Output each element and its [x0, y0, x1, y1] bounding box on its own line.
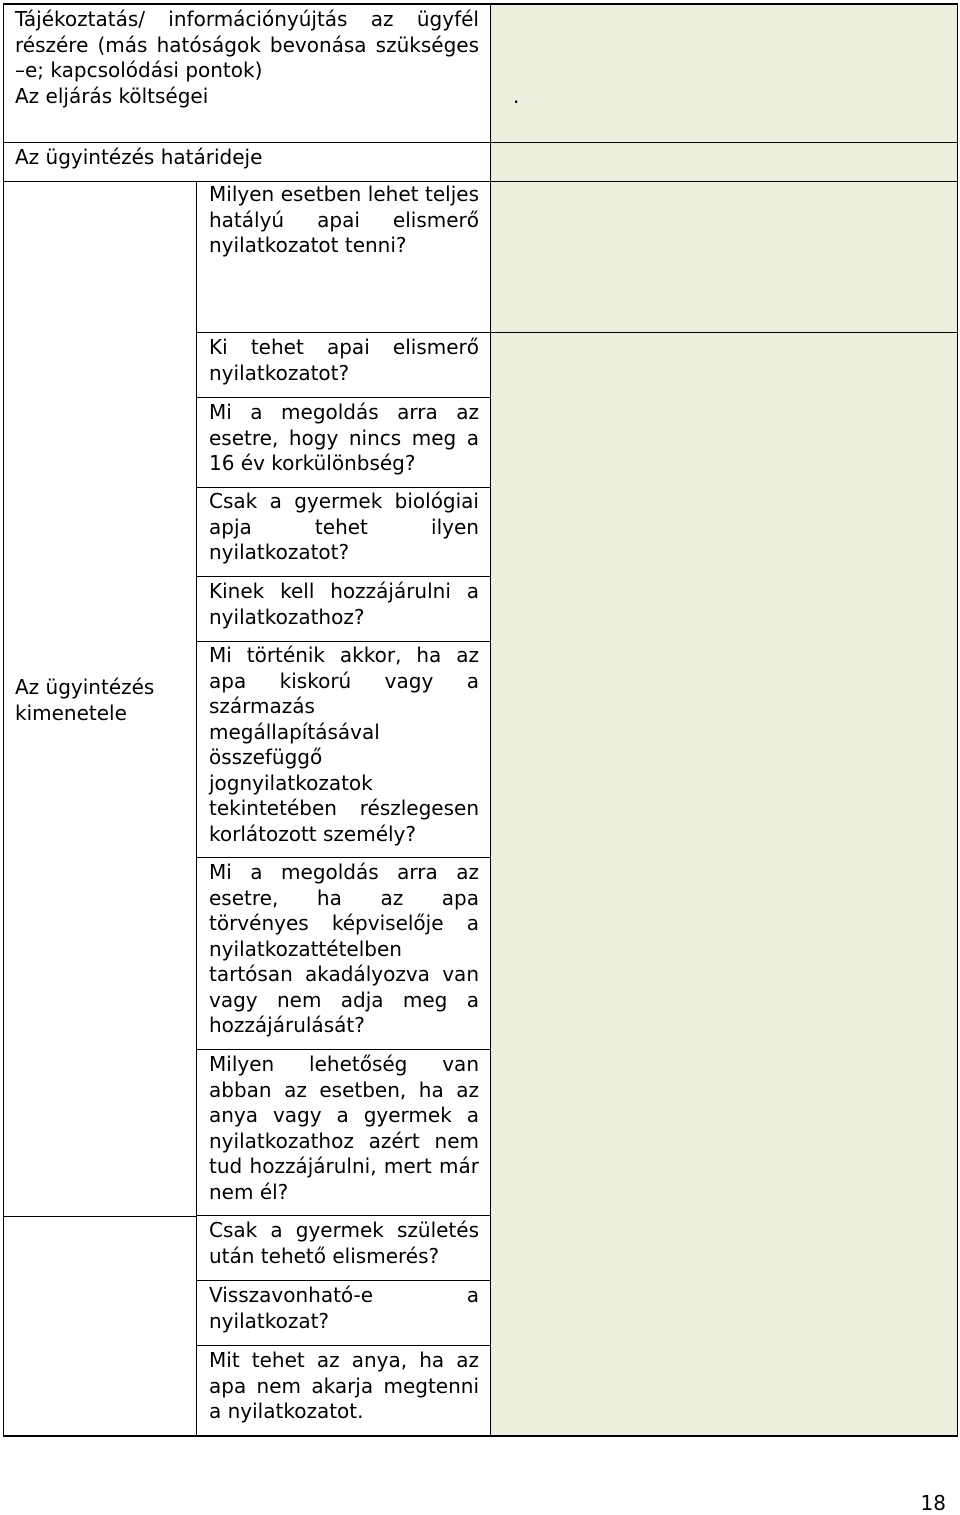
border-right: [957, 3, 958, 1437]
border-top: [3, 3, 958, 5]
question-10: Visszavonható-e a nyilatkozat?: [209, 1283, 479, 1333]
question-11: Mit tehet az anya, ha az apa nem akarja megtenni a nyilatkozatot.: [209, 1348, 479, 1423]
page-number: 18: [920, 1491, 946, 1515]
border-col-answer: [490, 3, 491, 1437]
question-7: Mi a megoldás arra az esetre, ha az apa törvényes képviselője a nyilatkozattételben tartósan akadályozva van vagy nem adja meg a hozzájárulását?: [209, 860, 479, 1037]
answer-cell-outcome: [491, 333, 957, 1436]
border-q8: [196, 1215, 491, 1216]
border-left-split: [3, 1216, 196, 1217]
answer-cell-q1: [491, 182, 957, 332]
border-q2: [196, 397, 491, 398]
answer-cell-info: [491, 5, 957, 142]
label-info: Tájékoztatás/ információnyújtás az ügyfél részére (más hatóságok bevonása szükséges –e; kapcsolódási pontok): [15, 7, 479, 82]
border-bottom: [3, 1435, 958, 1437]
question-6: Mi történik akkor, ha az apa kiskorú vagy a származás megállapításával összefüggő jognyilatkozatok tekintetében részlegesen korlátozott személy?: [209, 643, 479, 846]
border-q10: [196, 1345, 491, 1346]
label-deadline: Az ügyintézés határideje: [15, 145, 263, 169]
question-8: Milyen lehetőség van abban az esetben, ha az anya vagy a gyermek a nyilatkozathoz azért nem tud hozzájárulni, mert már nem él?: [209, 1052, 479, 1204]
border-row-deadline: [3, 142, 958, 143]
costs-value: .: [513, 84, 520, 108]
border-q7: [196, 1049, 491, 1050]
border-left: [3, 3, 4, 1437]
border-q9: [196, 1280, 491, 1281]
border-q6: [196, 857, 491, 858]
border-col-split: [196, 181, 197, 1437]
label-costs: Az eljárás költségei: [15, 84, 209, 108]
question-4: Csak a gyermek biológiai apja tehet ilyen nyilatkozatot?: [209, 489, 479, 564]
answer-cell-deadline: [491, 143, 957, 181]
border-q4: [196, 576, 491, 577]
question-9: Csak a gyermek születés után tehető elismerés?: [209, 1218, 479, 1268]
border-row-outcome: [196, 332, 958, 333]
question-2: Ki tehet apai elismerő nyilatkozatot?: [209, 335, 479, 385]
border-row-q1: [3, 181, 958, 182]
border-q5: [196, 641, 491, 642]
border-q3: [196, 487, 491, 488]
label-outcome: Az ügyintézés kimenetele: [15, 675, 155, 725]
question-5: Kinek kell hozzájárulni a nyilatkozathoz?: [209, 579, 479, 629]
question-1: Milyen esetben lehet teljes hatályú apai elismerő nyilatkozatot tenni?: [209, 182, 479, 257]
question-3: Mi a megoldás arra az esetre, hogy nincs meg a 16 év korkülönbség?: [209, 400, 479, 475]
